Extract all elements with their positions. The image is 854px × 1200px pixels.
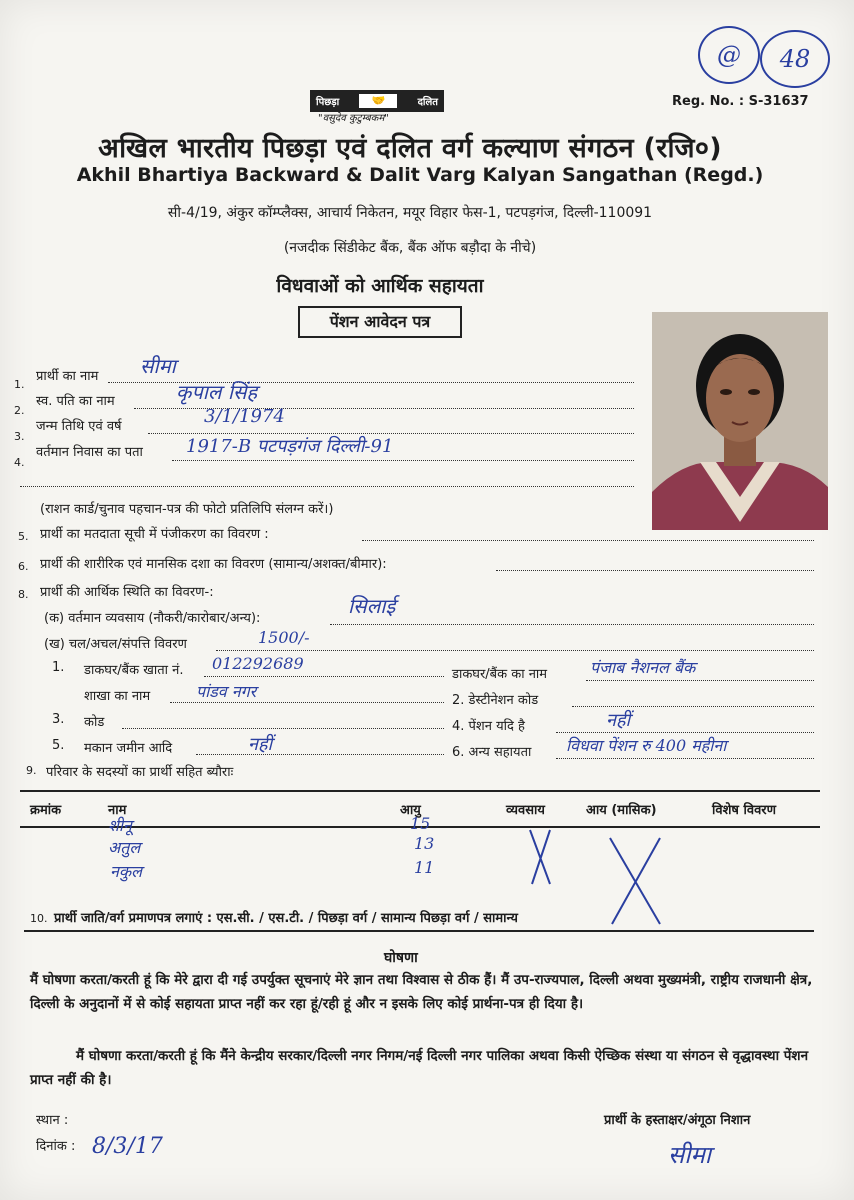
field-2-label: स्व. पति का नाम xyxy=(36,394,115,409)
place-label: स्थान : xyxy=(36,1113,69,1128)
code-line xyxy=(122,728,444,729)
field-1-label: प्रार्थी का नाम xyxy=(36,369,99,384)
branch-label: शाखा का नाम xyxy=(84,689,151,704)
col-remarks: विशेष विवरण xyxy=(712,803,777,818)
address-line-2: (नजदीक सिंडीकेट बैंक, बैंक ऑफ बड़ौदा के नीचे) xyxy=(283,240,537,256)
field-10-number: 10. xyxy=(30,912,48,925)
bank-name-line xyxy=(586,680,814,681)
col-serial: क्रमांक xyxy=(30,803,62,818)
field-6-line xyxy=(496,570,814,571)
circled-mark-1: @ xyxy=(698,26,760,84)
motto: "वसुदेव कुटुम्बकम" xyxy=(318,113,389,124)
field-5-line xyxy=(362,540,814,541)
applicant-name-value: सीमा xyxy=(140,354,176,378)
property-value: 1500/- xyxy=(258,628,310,647)
col-age: आयु xyxy=(400,803,421,818)
account-number-line xyxy=(204,676,444,677)
pension-value: नहीं xyxy=(606,710,631,731)
bank-row-5-number: 5. xyxy=(52,738,65,753)
organization-logo xyxy=(310,90,444,112)
branch-line xyxy=(170,702,444,703)
registration-number: Reg. No. : S-31637 xyxy=(672,94,809,109)
divider xyxy=(24,930,814,932)
field-6-number: 6. xyxy=(18,560,29,573)
field-8-label: प्रार्थी की आर्थिक स्थिति का विवरण-: xyxy=(40,585,214,600)
family-row-3-name: नकुल xyxy=(110,862,143,881)
col-income: आय (मासिक) xyxy=(586,803,657,818)
handshake-icon: 🤝 xyxy=(359,94,397,108)
field-5-number: 5. xyxy=(18,530,29,543)
field-4-line xyxy=(172,460,634,461)
bank-row-3-number: 3. xyxy=(52,712,65,727)
field-4-number: 4. xyxy=(14,456,25,469)
logo-right-text: दलित xyxy=(417,97,438,108)
bank-name-label: डाकघर/बैंक का नाम xyxy=(452,667,548,682)
other-help-line xyxy=(556,758,814,759)
field-8-kha-line xyxy=(216,650,814,651)
occupation-value: सिलाई xyxy=(348,594,396,618)
family-row-2-age: 13 xyxy=(414,834,435,853)
logo-left-text: पिछड़ा xyxy=(316,97,340,108)
field-10-label: प्रार्थी जाति/वर्ग प्रमाणपत्र लगाएं : एस.सी. / एस.टी. / पिछड़ा वर्ग / सामान्य पिछड़ा वर्ग / सामान्य xyxy=(54,911,518,926)
title-english: Akhil Bhartiya Backward & Dalit Varg Kalyan Sangathan (Regd.) xyxy=(76,164,764,186)
field-9-number: 9. xyxy=(26,764,37,777)
col-occupation: व्यवसाय xyxy=(506,803,545,818)
husband-name-value: कृपाल सिंह xyxy=(176,380,258,404)
other-help-value: विधवा पेंशन रु 400 महीना xyxy=(566,736,727,755)
field-4-label: वर्तमान निवास का पता xyxy=(36,445,143,460)
account-number-label: डाकघर/बैंक खाता नं. xyxy=(84,663,184,678)
field-8-ka-line xyxy=(330,624,814,625)
form-title: पेंशन आवेदन पत्र xyxy=(298,306,462,338)
pension-line xyxy=(556,732,814,733)
address-line-1: सी-4/19, अंकुर कॉम्प्लैक्स, आचार्य निकेतन, मयूर विहार फेस-1, पटपड़गंज, दिल्ली-110091 xyxy=(167,205,653,221)
address-second-line xyxy=(20,486,634,487)
title-hindi: अखिल भारतीय पिछड़ा एवं दलित वर्ग कल्याण संगठन (रजि०) xyxy=(98,133,722,164)
land-property-label: मकान जमीन आदि xyxy=(84,741,173,756)
birth-date-value: 3/1/1974 xyxy=(204,406,285,427)
col-name: नाम xyxy=(108,803,127,818)
field-1-number: 1. xyxy=(14,378,25,391)
field-2-number: 2. xyxy=(14,404,25,417)
family-row-3-age: 11 xyxy=(414,858,435,877)
field-6-label: प्रार्थी की शारीरिक एवं मानसिक दशा का विवरण (सामान्य/अशक्त/बीमार): xyxy=(40,557,387,572)
applicant-photo xyxy=(652,312,828,530)
strike-marks-icon xyxy=(520,824,670,934)
family-row-2-name: अतुल xyxy=(108,838,141,857)
signature-value: सीमा xyxy=(668,1141,712,1169)
field-9-label: परिवार के सदस्यों का प्रार्थी सहित ब्यौराः xyxy=(46,765,234,780)
signature-label: प्रार्थी के हस्ताक्षर/अंगूठा निशान xyxy=(604,1113,751,1128)
destination-code-line xyxy=(572,706,814,707)
form-subtitle: विधवाओं को आर्थिक सहायता xyxy=(276,275,484,297)
date-label: दिनांक : xyxy=(36,1139,76,1154)
land-property-line xyxy=(196,754,444,755)
date-value: 8/3/17 xyxy=(92,1134,163,1159)
declaration-paragraph-1: मैं घोषणा करता/करती हूं कि मेरे द्वारा दी गई उपर्युक्त सूचनाएं मेरे ज्ञान तथा विश्वास से ठीक हैं। मैं उप-राज्यपाल, दिल्ली अथवा मुख्यमंत्री, राष्ट्रीय राजधानी क्षेत्र, दिल्ली के अनुदानों में से कोई सहायता प्राप्त नहीं कर रहा हूं/रही हूं और न इसके लिए कोई प्रार्थना-पत्र ही दिया है। xyxy=(30,972,813,1012)
field-8-ka-label: (क) वर्तमान व्यवसाय (नौकरी/कारोबार/अन्य): xyxy=(44,611,261,626)
declaration-heading: घोषणा xyxy=(384,950,418,966)
bank-row-1-number: 1. xyxy=(52,660,65,675)
branch-value: पांडव नगर xyxy=(196,682,257,701)
destination-code-label: 2. डेस्टीनेशन कोड xyxy=(452,693,539,708)
bank-name-value: पंजाब नैशनल बैंक xyxy=(590,658,696,677)
field-8-number: 8. xyxy=(18,588,29,601)
field-3-label: जन्म तिथि एवं वर्ष xyxy=(36,419,122,434)
field-3-number: 3. xyxy=(14,430,25,443)
pension-label: 4. पेंशन यदि है xyxy=(452,719,525,734)
account-number-value: 012292689 xyxy=(212,654,304,673)
field-5-label: प्रार्थी का मतदाता सूची में पंजीकरण का विवरण : xyxy=(40,527,269,542)
ration-card-note: (राशन कार्ड/चुनाव पहचान-पत्र की फोटो प्रतिलिपि संलग्न करें।) xyxy=(40,502,334,517)
land-property-value: नहीं xyxy=(248,734,273,755)
code-label: कोड xyxy=(84,715,105,730)
applicant-portrait-image xyxy=(652,312,828,530)
field-8-kha-label: (ख) चल/अचल/संपत्ति विवरण xyxy=(44,637,187,652)
address-value: 1917-B पटपड़गंज दिल्ली-91 xyxy=(186,436,394,457)
other-help-label: 6. अन्य सहायता xyxy=(452,745,532,760)
family-row-1-name: शीनू xyxy=(108,816,132,835)
circled-mark-2: 48 xyxy=(760,30,830,88)
declaration-paragraph-2: मैं घोषणा करता/करती हूं कि मैंने केन्द्रीय सरकार/दिल्ली नगर निगम/नई दिल्ली नगर पालिका अथवा किसी ऐच्छिक संस्था या संगठन से वृद्धावस्था पेंशन प्राप्त नहीं की है। xyxy=(30,1048,809,1088)
family-row-1-age: 15 xyxy=(410,814,431,833)
